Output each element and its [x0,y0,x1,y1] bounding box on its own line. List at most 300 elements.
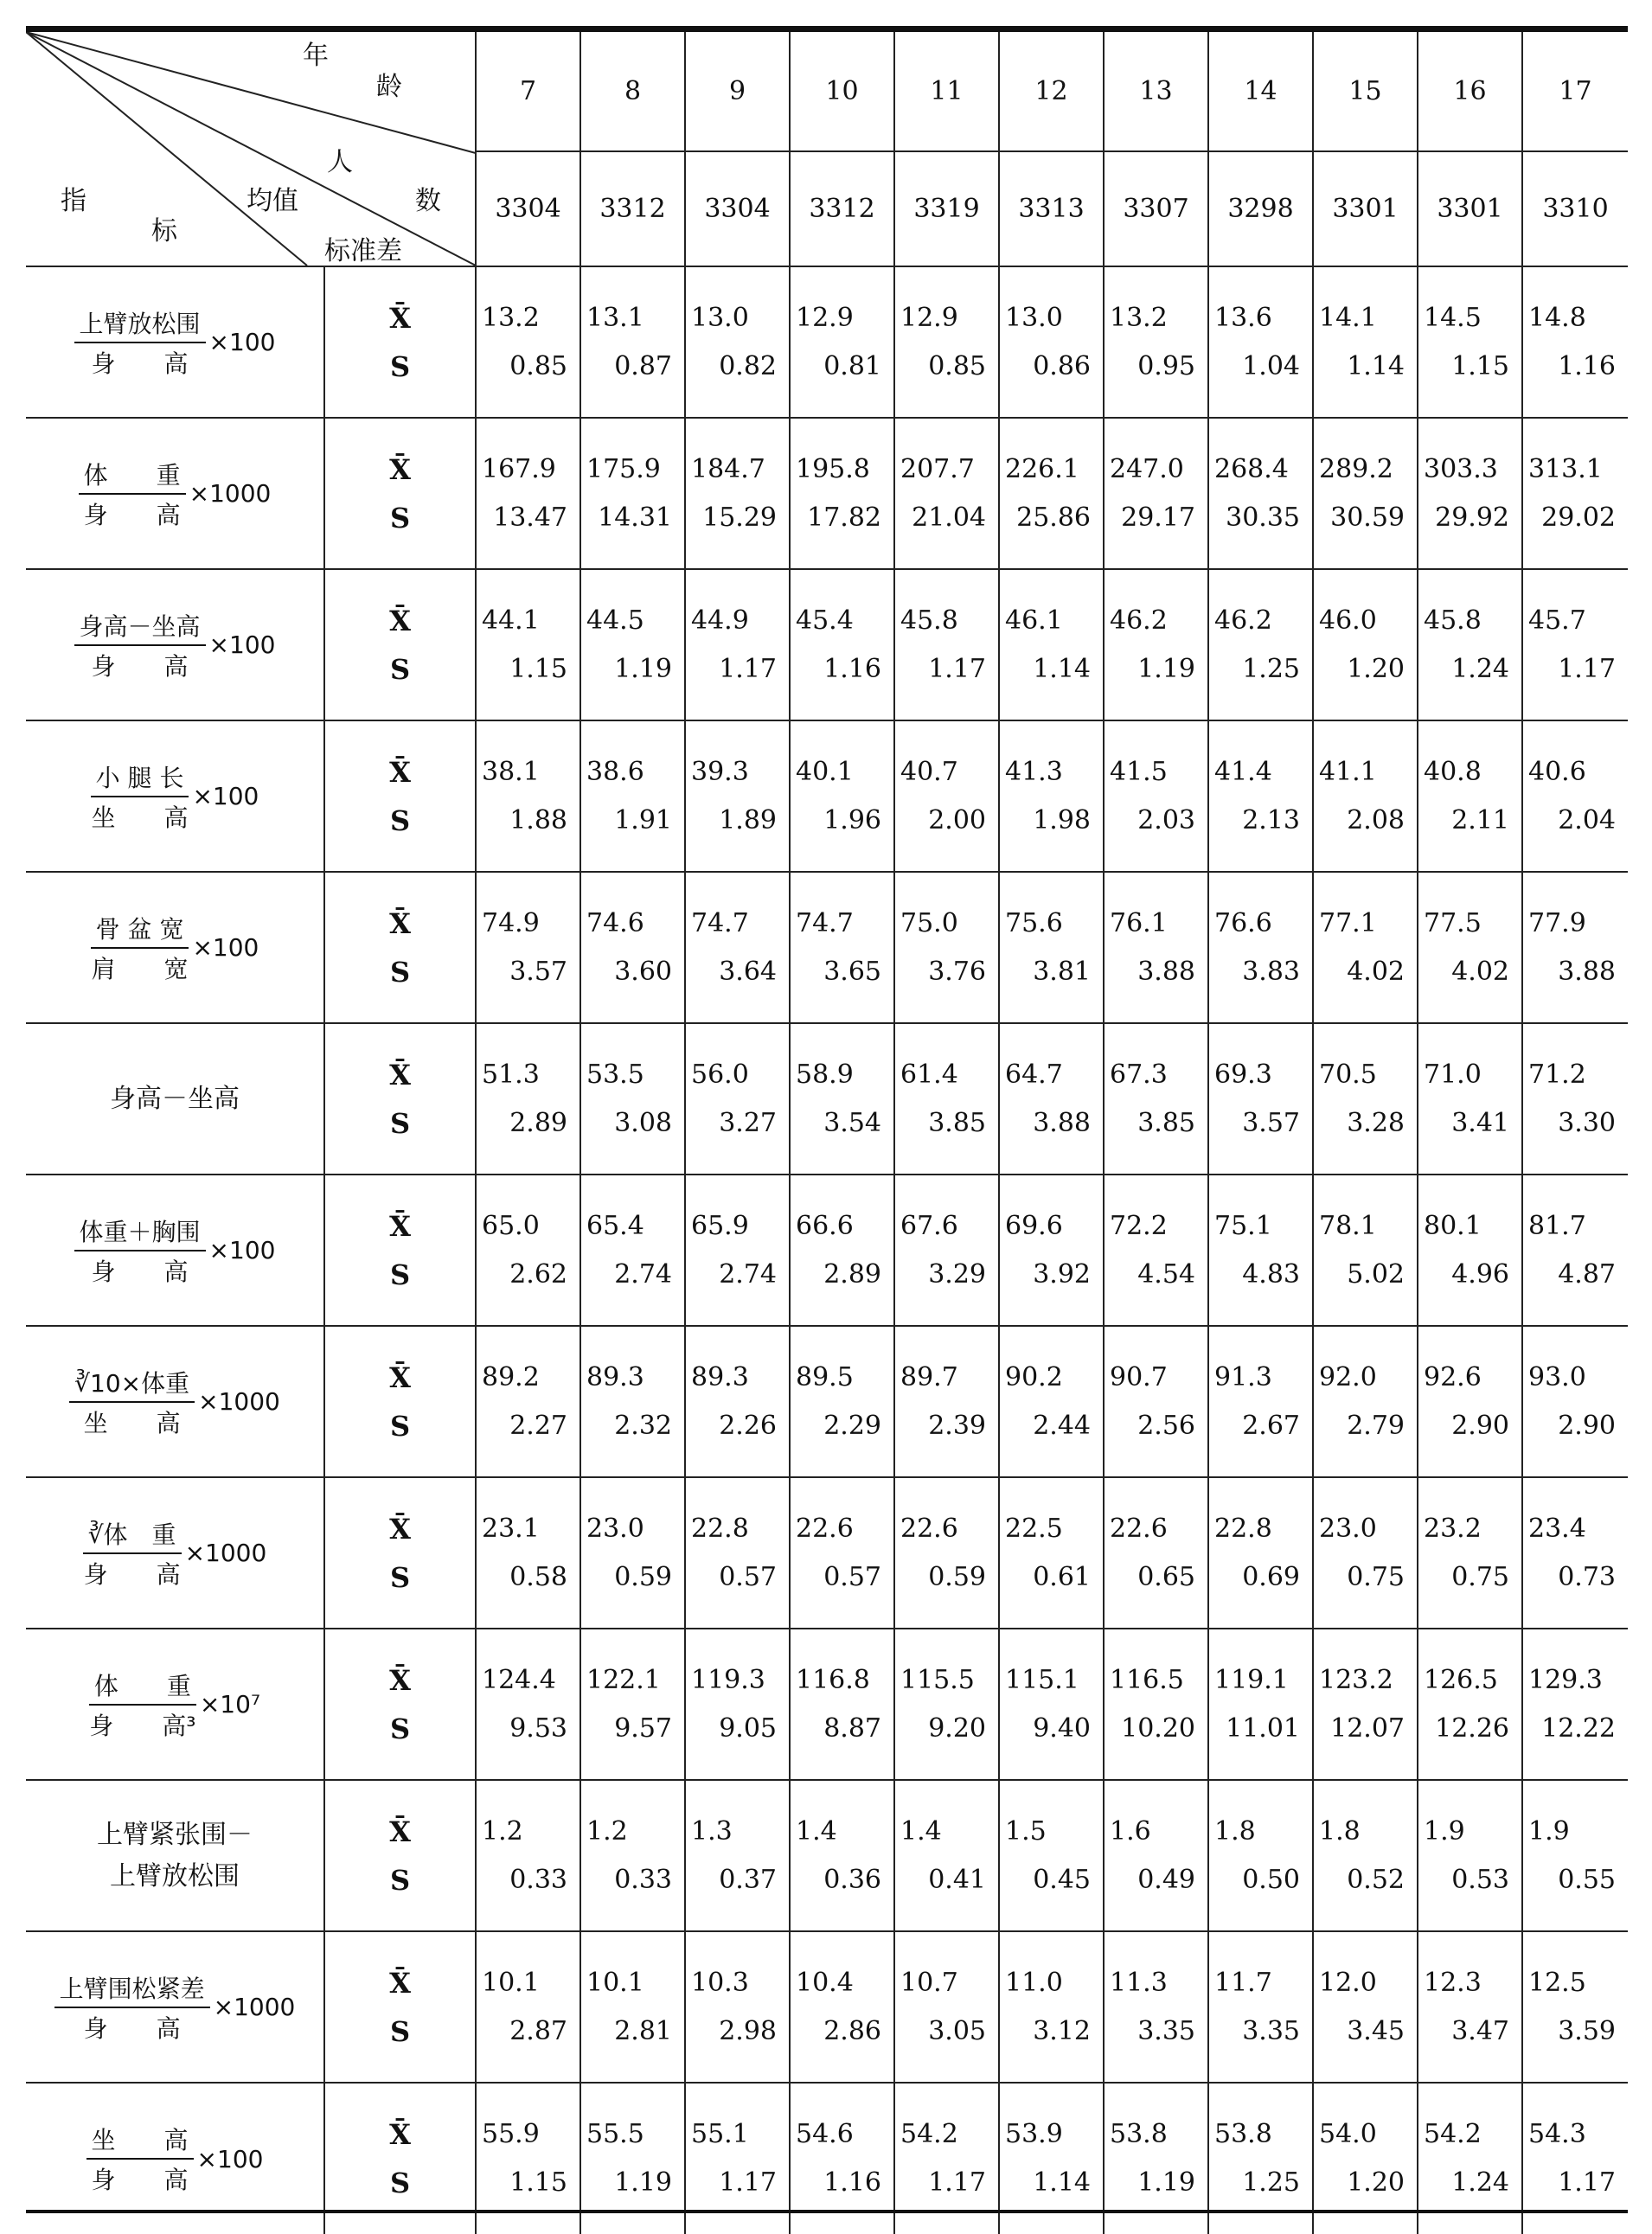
sd-value: 0.86 [1033,350,1091,381]
fraction-denominator: 身 高 [83,2013,181,2043]
value-cell [685,1931,790,2083]
index-fraction [91,759,189,834]
value-cell [999,1023,1104,1175]
mean-value: 23.4 [1528,1513,1586,1544]
fraction-multiplier: ×100 [208,328,276,356]
stat-label-cell [324,1629,476,1780]
fraction-numerator: 小 腿 长 [91,759,189,797]
header-row-age [26,32,1628,151]
value-cell [580,1175,685,1326]
mean-value: 71.0 [1424,1059,1482,1090]
value-cell [1522,1780,1628,1931]
mean-value: 64.7 [1005,1059,1063,1090]
count-header-cell: 3307 [1104,151,1208,267]
value-cell [1208,266,1313,418]
value-cell [476,1175,580,1326]
sd-value: 0.81 [823,350,881,381]
mean-value: 13.6 [1214,302,1272,333]
mean-value: 69.6 [1005,1210,1063,1241]
fraction-multiplier: ×1000 [184,1539,267,1567]
value-cell [1104,418,1208,569]
sd-value: 0.53 [1451,1864,1509,1895]
mean-value: 1.9 [1528,1815,1570,1847]
mean-value: 22.8 [1214,1513,1272,1544]
value-cell [790,266,894,418]
sd-value: 2.13 [1242,804,1300,835]
value-cell [1418,1931,1522,2083]
count-header-cell: 3310 [1522,151,1628,267]
sd-value: 2.86 [823,2015,881,2046]
sd-value: 3.41 [1451,1107,1509,1138]
value-cell [1522,266,1628,418]
header-zhi: 指 [61,186,86,216]
sd-symbol: S [389,1712,411,1745]
mean-symbol: X̄ [389,604,411,637]
sd-value: 1.17 [719,653,777,684]
mean-value: 12.9 [900,302,958,333]
index-fraction [91,911,189,985]
fraction-denominator: 坐 高 [91,803,189,832]
value-cell [1313,1629,1418,1780]
mean-value: 54.6 [796,2119,854,2149]
sd-value: 0.75 [1451,1561,1509,1592]
value-cell [894,569,999,720]
fraction-denominator: 身 高 [91,2166,189,2194]
value-cell [1208,1629,1313,1780]
age-header-cell: 10 [790,32,894,151]
sd-value: 3.12 [1033,2015,1091,2046]
sd-value: 1.88 [509,804,567,835]
value-cell [1418,1175,1522,1326]
mean-value: 14.1 [1319,302,1377,333]
value-cell [1418,266,1522,418]
count-header-cell: 3301 [1418,151,1522,267]
sd-value: 2.87 [509,2015,567,2046]
sd-value: 2.89 [823,1258,881,1290]
value-cell [1522,872,1628,1023]
value-cell [1313,1175,1418,1326]
value-cell [999,872,1104,1023]
sd-value: 0.95 [1137,350,1195,381]
fraction-multiplier: ×100 [192,782,259,810]
stat-label-cell [324,872,476,1023]
value-cell [580,569,685,720]
sd-value: 0.59 [928,1561,986,1592]
sd-value: 2.08 [1347,804,1405,835]
sd-value: 0.85 [509,350,567,381]
sd-value: 1.16 [1558,350,1616,381]
mean-value: 313.1 [1528,453,1603,484]
sd-value: 9.20 [928,1712,986,1744]
value-cell [685,1629,790,1780]
sd-value: 0.50 [1242,1864,1300,1895]
value-cell [685,1175,790,1326]
mean-value: 54.3 [1528,2119,1586,2149]
header-junzhi: 均值 [247,186,298,216]
mean-value: 226.1 [1005,453,1079,484]
sd-value: 0.82 [719,350,777,381]
mean-value: 14.5 [1424,302,1482,333]
mean-value: 119.3 [691,1664,765,1695]
value-cell [1418,1477,1522,1629]
sd-value: 3.88 [1558,956,1616,987]
index-fraction [54,1970,210,2045]
stat-label-cell [324,569,476,720]
value-cell [1208,418,1313,569]
sd-value: 1.19 [614,653,672,684]
sd-value: 0.85 [928,350,986,381]
index-row [26,1023,1628,1175]
index-row [26,1175,1628,1326]
mean-value: 22.5 [1005,1513,1063,1544]
sd-value: 0.59 [614,1561,672,1592]
value-cell [1208,1023,1313,1175]
sd-value: 1.20 [1347,2167,1405,2198]
mean-symbol: X̄ [389,1815,411,1848]
index-row [26,418,1628,569]
fraction-multiplier: ×1000 [213,1993,296,2021]
mean-value: 55.1 [691,2119,749,2149]
mean-value: 126.5 [1424,1664,1498,1695]
sd-value: 1.14 [1347,350,1405,381]
mean-value: 56.0 [691,1059,749,1090]
value-cell [1313,1023,1418,1175]
mean-value: 67.6 [900,1210,958,1241]
mean-value: 10.1 [482,1967,540,1998]
value-cell [580,872,685,1023]
mean-value: 90.2 [1005,1361,1063,1392]
value-cell [999,720,1104,872]
fraction-multiplier: ×100 [208,1236,276,1264]
value-cell [1522,720,1628,872]
value-cell [1104,872,1208,1023]
value-cell [580,1326,685,1477]
mean-value: 92.0 [1319,1361,1377,1392]
mean-symbol: X̄ [389,452,411,486]
mean-value: 75.6 [1005,907,1063,938]
value-cell [685,266,790,418]
value-cell [790,872,894,1023]
mean-value: 41.3 [1005,756,1063,787]
sd-value: 9.53 [509,1712,567,1744]
sd-value: 3.76 [928,956,986,987]
value-cell [1104,266,1208,418]
fraction-numerator: 上臂放松围 [74,305,206,343]
sd-value: 0.55 [1558,1864,1616,1895]
sd-value: 5.02 [1347,1258,1405,1290]
fraction-numerator: 坐 高 [86,2122,194,2160]
mean-value: 89.5 [796,1361,854,1392]
sd-value: 1.24 [1451,653,1509,684]
sd-value: 1.19 [614,2167,672,2198]
value-cell [685,418,790,569]
mean-symbol: X̄ [389,1058,411,1091]
sd-value: 3.27 [719,1107,777,1138]
top-rule [26,26,1628,32]
index-text: 身高－坐高 [110,1083,240,1114]
mean-symbol: X̄ [389,1209,411,1243]
sd-value: 2.98 [719,2015,777,2046]
value-cell [476,1326,580,1477]
value-cell [894,1326,999,1477]
value-cell [999,1629,1104,1780]
value-cell [1522,1477,1628,1629]
mean-value: 45.4 [796,605,854,636]
fraction-numerator: 体重＋胸围 [74,1213,206,1251]
value-cell [1104,569,1208,720]
age-header-cell: 11 [894,32,999,151]
value-cell [999,1477,1104,1629]
mean-symbol: X̄ [389,1663,411,1697]
sd-value: 4.02 [1347,956,1405,987]
mean-value: 115.1 [1005,1664,1079,1695]
sd-value: 3.29 [928,1258,986,1290]
sd-value: 1.17 [928,2167,986,2198]
value-cell [1418,720,1522,872]
sd-value: 17.82 [807,502,881,533]
index-label [26,1023,324,1175]
value-cell [1313,1780,1418,1931]
value-cell [790,1931,894,2083]
mean-value: 119.1 [1214,1664,1289,1695]
mean-symbol: X̄ [389,1966,411,2000]
mean-value: 116.5 [1110,1664,1184,1695]
value-cell [894,418,999,569]
sd-value: 1.19 [1137,2167,1195,2198]
value-cell [894,1780,999,1931]
fraction-denominator: 肩 宽 [91,954,189,983]
sd-symbol: S [389,1560,411,1594]
value-cell [999,1326,1104,1477]
value-cell [1208,1326,1313,1477]
stat-label-cell [324,1023,476,1175]
sd-value: 3.88 [1033,1107,1091,1138]
index-fraction [83,1516,182,1591]
fraction-multiplier: ×100 [208,631,276,659]
sd-value: 0.37 [719,1864,777,1895]
count-header-cell: 3301 [1313,151,1418,267]
value-cell [580,1931,685,2083]
value-cell [476,266,580,418]
header-ling: 龄 [376,72,402,102]
mean-value: 89.3 [586,1361,644,1392]
index-fraction [74,1213,206,1288]
value-cell [1104,1477,1208,1629]
sd-value: 3.30 [1558,1107,1616,1138]
age-header-cell: 12 [999,32,1104,151]
mean-value: 89.3 [691,1361,749,1392]
sd-value: 30.59 [1330,502,1405,533]
mean-value: 46.1 [1005,605,1063,636]
mean-value: 40.7 [900,756,958,787]
sd-value: 2.79 [1347,1410,1405,1441]
mean-value: 38.6 [586,756,644,787]
sd-value: 0.49 [1137,1864,1195,1895]
mean-value: 1.9 [1424,1815,1465,1847]
value-cell [1313,720,1418,872]
sd-value: 3.05 [928,2015,986,2046]
sd-value: 9.57 [614,1712,672,1744]
stat-label-cell [324,1931,476,2083]
mean-value: 11.3 [1110,1967,1168,1998]
sd-value: 4.02 [1451,956,1509,987]
sd-value: 8.87 [823,1712,881,1744]
value-cell [999,1931,1104,2083]
fraction-multiplier: ×1000 [198,1387,280,1416]
sd-symbol: S [389,1863,411,1897]
value-cell [1313,1326,1418,1477]
stat-label-cell [324,720,476,872]
mean-value: 46.0 [1319,605,1377,636]
index-row [26,569,1628,720]
age-header-cell: 17 [1522,32,1628,151]
sd-value: 2.03 [1137,804,1195,835]
sd-value: 3.92 [1033,1258,1091,1290]
sd-value: 1.14 [1033,2167,1091,2198]
sd-value: 2.74 [719,1258,777,1290]
value-cell [1313,1477,1418,1629]
value-cell [1418,1629,1522,1780]
sd-value: 3.35 [1242,2015,1300,2046]
mean-value: 1.2 [482,1815,523,1847]
mean-value: 10.4 [796,1967,854,1998]
mean-value: 1.2 [586,1815,628,1847]
mean-value: 10.1 [586,1967,644,1998]
mean-value: 12.5 [1528,1967,1586,1998]
mean-value: 12.9 [796,302,854,333]
value-cell [999,266,1104,418]
value-cell [790,1629,894,1780]
mean-value: 40.8 [1424,756,1482,787]
sd-value: 3.57 [1242,1107,1300,1138]
mean-value: 74.9 [482,907,540,938]
value-cell [790,1477,894,1629]
index-label [26,1326,324,1477]
sd-symbol: S [389,1106,411,1140]
mean-value: 44.1 [482,605,540,636]
sd-value: 3.60 [614,956,672,987]
fraction-denominator: 身 高 [83,1559,181,1589]
value-cell [580,418,685,569]
mean-value: 13.1 [586,302,644,333]
sd-value: 9.05 [719,1712,777,1744]
sd-value: 0.87 [614,350,672,381]
value-cell [894,1931,999,2083]
mean-value: 123.2 [1319,1664,1393,1695]
sd-value: 3.35 [1137,2015,1195,2046]
value-cell [1104,1175,1208,1326]
value-cell [1104,1931,1208,2083]
sd-value: 2.00 [928,804,986,835]
mean-value: 46.2 [1110,605,1168,636]
value-cell [476,569,580,720]
sd-value: 1.15 [1451,350,1509,381]
mean-value: 74.6 [586,907,644,938]
mean-value: 22.8 [691,1513,749,1544]
age-header-cell: 7 [476,32,580,151]
fraction-denominator: 身 高 [91,651,189,681]
sd-value: 3.85 [928,1107,986,1138]
mean-value: 39.3 [691,756,749,787]
value-cell [790,1780,894,1931]
sd-value: 21.04 [912,502,986,533]
index-label [26,1477,324,1629]
sd-value: 3.64 [719,956,777,987]
sd-value: 2.11 [1451,804,1509,835]
sd-value: 2.32 [614,1410,672,1441]
index-label [26,1931,324,2083]
mean-value: 1.3 [691,1815,733,1847]
mean-value: 77.9 [1528,907,1586,938]
value-cell [685,1023,790,1175]
fraction-multiplier: ×10⁷ [199,1690,261,1719]
value-cell [1208,720,1313,872]
mean-value: 51.3 [482,1059,540,1090]
mean-value: 55.5 [586,2119,644,2149]
sd-value: 0.69 [1242,1561,1300,1592]
sd-symbol: S [389,1258,411,1291]
value-cell [1104,1326,1208,1477]
mean-value: 12.0 [1319,1967,1377,1998]
sd-value: 2.56 [1137,1410,1195,1441]
mean-value: 92.6 [1424,1361,1482,1392]
header-diagonal-lines [26,32,476,266]
value-cell [1418,418,1522,569]
sd-value: 1.24 [1451,2167,1509,2198]
mean-value: 75.1 [1214,1210,1272,1241]
mean-value: 66.6 [796,1210,854,1241]
header-nian: 年 [303,41,329,71]
value-cell [685,1326,790,1477]
age-header-cell: 8 [580,32,685,151]
count-header-cell: 3304 [476,151,580,267]
mean-value: 175.9 [586,453,661,484]
mean-symbol: X̄ [389,2118,411,2151]
sd-value: 4.96 [1451,1258,1509,1290]
mean-value: 41.5 [1110,756,1168,787]
value-cell [1522,1175,1628,1326]
index-text-line2: 上臂放松围 [110,1860,240,1892]
index-row [26,1629,1628,1780]
sd-value: 1.96 [823,804,881,835]
sd-value: 4.54 [1137,1258,1195,1290]
sd-value: 2.39 [928,1410,986,1441]
value-cell [894,266,999,418]
age-header-cell: 13 [1104,32,1208,151]
mean-value: 77.1 [1319,907,1377,938]
sd-symbol: S [389,2014,411,2048]
index-text-line1: 上臂紧张围－ [97,1819,253,1850]
sd-value: 3.54 [823,1107,881,1138]
sd-value: 14.31 [598,502,672,533]
mean-value: 1.6 [1110,1815,1151,1847]
value-cell [1313,266,1418,418]
sd-value: 2.04 [1558,804,1616,835]
index-label [26,418,324,569]
value-cell [476,720,580,872]
count-header-cell: 3319 [894,151,999,267]
fraction-denominator: 身 高 [91,349,189,378]
sd-value: 1.89 [719,804,777,835]
mean-value: 23.1 [482,1513,540,1544]
mean-value: 75.0 [900,907,958,938]
mean-value: 10.3 [691,1967,749,1998]
sd-value: 29.92 [1435,502,1509,533]
index-row [26,1780,1628,1931]
mean-value: 22.6 [796,1513,854,1544]
fraction-numerator: ∛体 重 [83,1516,182,1554]
sd-symbol: S [389,1409,411,1443]
